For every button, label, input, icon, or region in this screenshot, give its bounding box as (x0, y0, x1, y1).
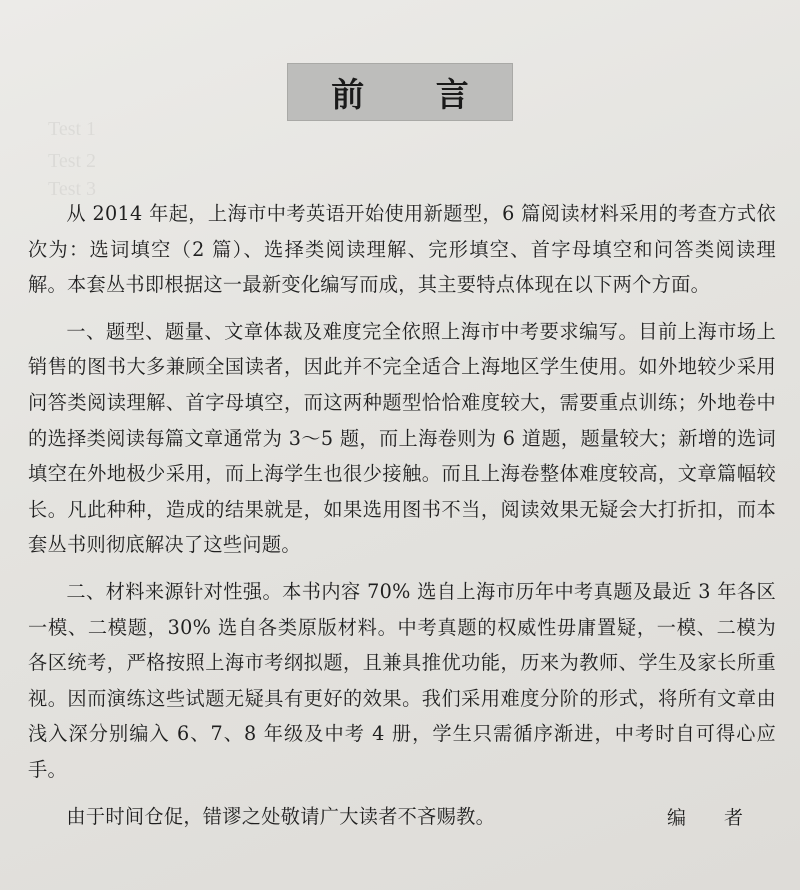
paragraph-intro: 从 2014 年起，上海市中考英语开始使用新题型，6 篇阅读材料采用的考查方式依次为：选词填空（2 篇）、选择类阅读理解、完形填空、首字母填空和问答类阅读理解。本套丛书即根据这一最新变化编写而成，其主要特点体现在以下两个方面。 (28, 202, 776, 297)
paragraph-closing: 由于时间仓促，错谬之处敬请广大读者不吝赐教。 (66, 804, 496, 828)
signature: 编 者 (667, 807, 760, 829)
page-title: 前 言 (331, 74, 499, 114)
page-title-box (287, 63, 513, 121)
show-through-text: Test 3 (48, 178, 97, 200)
preface-body (28, 196, 776, 845)
show-through-text: Test 2 (48, 150, 97, 172)
show-through-text: Test 1 (48, 118, 97, 140)
paragraph-point-one: 一、题型、题量、文章体裁及难度完全依照上海市中考要求编写。目前上海市场上销售的图书大多兼顾全国读者，因此并不完全适合上海地区学生使用。如外地较少采用问答类阅读理解、首字母填空，而这两种题型恰恰难度较大，需要重点训练；外地卷中的选择类阅读每篇文章通常为 3～5 题，而上海卷则为 6 道题，题量较大；新增的选词填空在外地极少采用，而上海学生也很少接触。而且上海卷整体难度较高，文章篇幅较长。凡此种种，造成的结果就是，如果选用图书不当，阅读效果无疑会大打折扣，而本套丛书则彻底解决了这些问题。 (28, 319, 776, 557)
paragraph-point-two: 二、材料来源针对性强。本书内容 70% 选自上海市历年中考真题及最近 3 年各区一模、二模题，30% 选自各类原版材料。中考真题的权威性毋庸置疑，一模、二模为各区统考，严格按照上海市考纲拟题，且兼具推优功能，历来为教师、学生及家长所重视。因而演练这些试题无疑具有更好的效果。我们采用难度分阶的形式，将所有文章由浅入深分别编入 6、7、8 年级及中考 4 册，学生只需循序渐进，中考时自可得心应手。 (28, 579, 776, 781)
